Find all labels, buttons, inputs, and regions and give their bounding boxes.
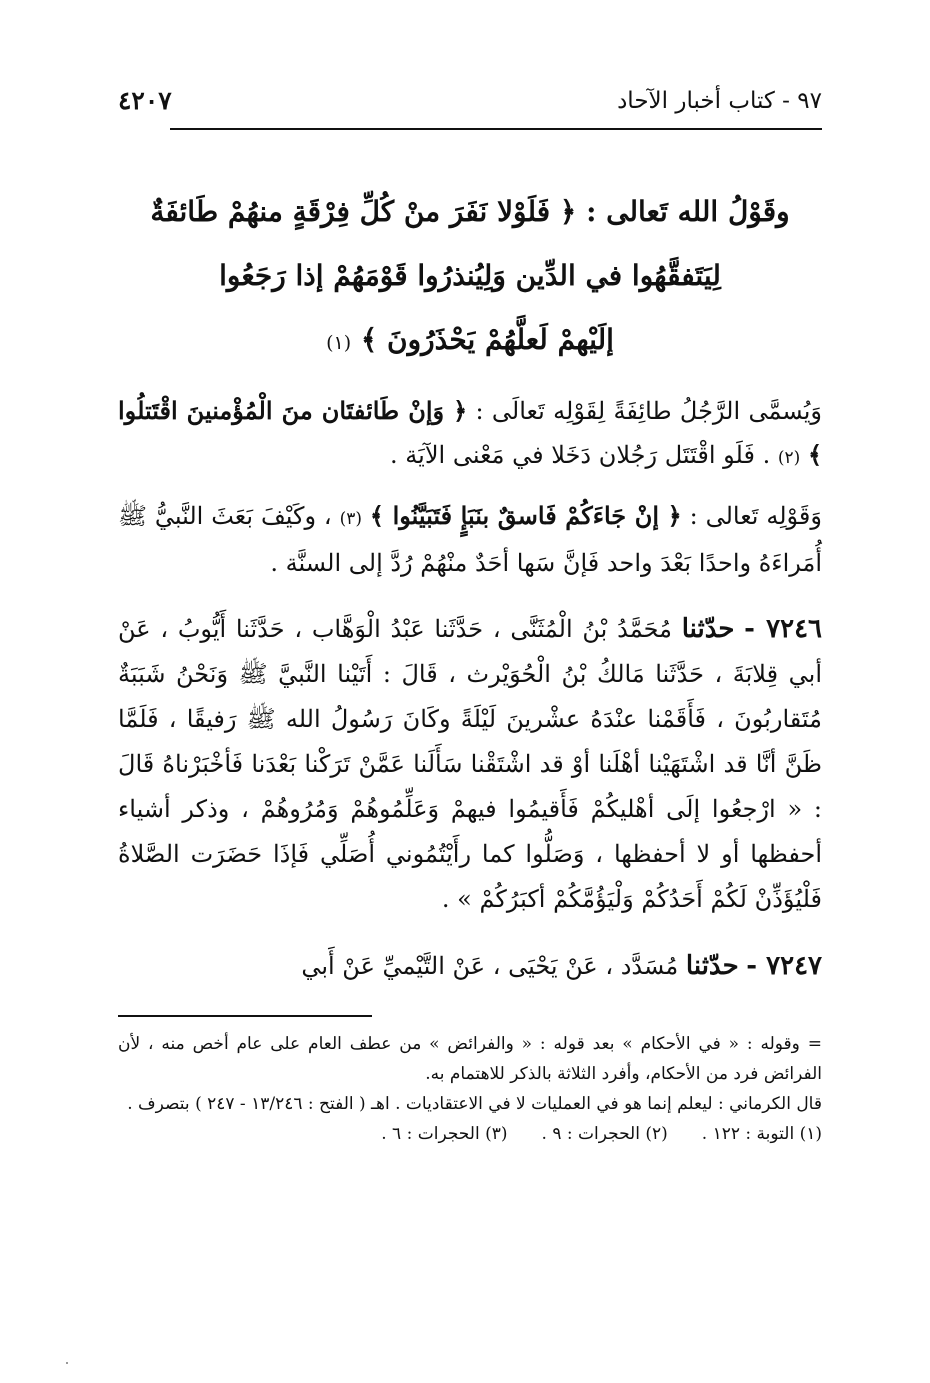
hadith-7247 [118,944,822,989]
hadith-7246 [118,607,822,922]
paragraph-fasiq [118,494,822,585]
paragraph-taifa [118,389,822,480]
verse-line-3-wrapper [118,308,822,375]
verse-footnote-ref: (١) [326,332,352,354]
chapter-title: ٩٧ - كتاب أخبار الآحاد [617,88,822,114]
page-header [118,86,822,122]
hadith-number: ٧٢٤٧ - [746,951,822,981]
hadith-keyword: حدّثنا [685,951,739,981]
footnote-kirmani: قال الكرماني : ليعلم إنما هو في العمليات لا في الاعتقاديات . اهـ ( الفتح : ١٣/٢٤٦ - ٢٤٧ ) بتصرف . [127,1094,822,1114]
book-page [118,86,822,1149]
para1-footnote-ref: (٢) [777,448,801,468]
hadith-number: ٧٢٤٦ - [744,614,822,644]
footnote-2: (٢) الحجرات : ٩ . [541,1124,668,1144]
footnotes [118,1029,822,1149]
hadith-text: مُسَدَّد ، عَنْ يَحْيَى ، عَنْ التَّيْميِّ عَنْ أَبي [301,952,679,980]
footnote-rule [118,1015,372,1017]
hadith-text: مُحَمَّدُ بْنُ الْمُثَنَّى ، حَدَّثَنا عَبْدُ الْوَهَّاب ، حَدَّثَنا أَيُّوبُ ، عَنْ أبي قِلابَةَ ، حَدَّثَنا مَالكُ بْنُ الْحُوَيْرث ، قَالَ : أَتَيْنا النَّبيَّ ﷺ وَنَحْنُ شَبَبَةٌ مُتَقاربُونَ ، فَأَقَمْنا عنْدَهُ عشْرينَ لَيْلَةً وكَانَ رَسُولُ الله ﷺ رَفيقًا ، فَلَمَّا ظَنَّ أنَّا قد اشْتَهَيْنا أهْلَنا أوْ قد اشْتَقْنا سَأَلَنا عَمَّنْ تَرَكْنا بَعْدَنا فَأخْبَرْناهُ قَالَ : « ارْجعُوا إلَى أهْليكُمْ فَأَقيمُوا فيهمْ وَعَلِّمُوهُمْ وَمُرُوهُمْ ، وذكر أشياء أحفظها أو لا أحفظها ، وَصَلُّوا كما رأَيْتُمُوني أُصَلِّي فَإذَا حَضَرَت الصَّلاةُ فَلْيُؤَذِّنْ لَكُمْ أَحَدُكُمْ وَلْيَؤُمَّكُمْ أكبَرُكُمْ » . [118,615,823,913]
para1-intro: وَيُسمَّى الرَّجُلُ طائِفَةً لِقَوْلِه تَعالَى : [475,397,823,425]
para1-quote: ﴿ وَإنْ طَائفتَان منَ الْمُؤْمنينَ اقْتَتلُوا ﴾ [118,396,822,469]
page-number: ٤٢٠٧ [118,86,172,115]
para2-quote: ﴿ إنْ جَاءَكُمْ فَاسقٌ بنَبَإٍ فَتَبَيَّنُوا ﴾ [369,501,682,530]
footnote-continuation: = وقوله : « في الأحكام » بعد قوله : « والفرائض » من عطف العام على عام أخص منه ، لأن الفرائض فرد من الأحكام، وأفرد الثلاثة بالذكر للاهتمام به. [118,1034,822,1084]
verse-line-3: إلَيْهمْ لَعلَّهُمْ يَحْذَرُونَ ﴾ [360,323,614,356]
para2-rest: ، وكَيْفَ بَعَثَ النَّبيُّ ﷺ أُمَراءَهُ واحدًا بَعْدَ واحد فَإنَّ سَها أحَدٌ منْهُمْ رُدَّ إلى السنَّة . [118,502,822,577]
footnote-1: (١) التوبة : ١٢٢ . [701,1124,822,1144]
header-rule [170,128,822,130]
para1-rest: . فَلَو اقْتَتَل رَجُلان دَخَلا في مَعْنى الآيَة . [390,441,771,469]
footnote-3: (٣) الحجرات : ٦ . [381,1124,508,1144]
quran-verse [118,180,822,375]
scan-speck [66,1362,68,1364]
hadith-keyword: حدّثنا [681,614,735,644]
para2-footnote-ref: (٣) [339,509,362,529]
footnote-references [118,1119,822,1149]
verse-line-2: لِيَتَفقَّهُوا في الدِّين وَلِيُنذرُوا قَوْمَهُمْ إذا رَجَعُوا [219,259,721,292]
para2-intro: وَقَوْلِه تَعالى : [689,502,822,530]
verse-line-1: وقَوْلُ الله تَعالى : ﴿ فَلَوْلا نَفَرَ منْ كُلِّ فِرْقَةٍ منهُمْ طَائفَةٌ [150,195,790,228]
